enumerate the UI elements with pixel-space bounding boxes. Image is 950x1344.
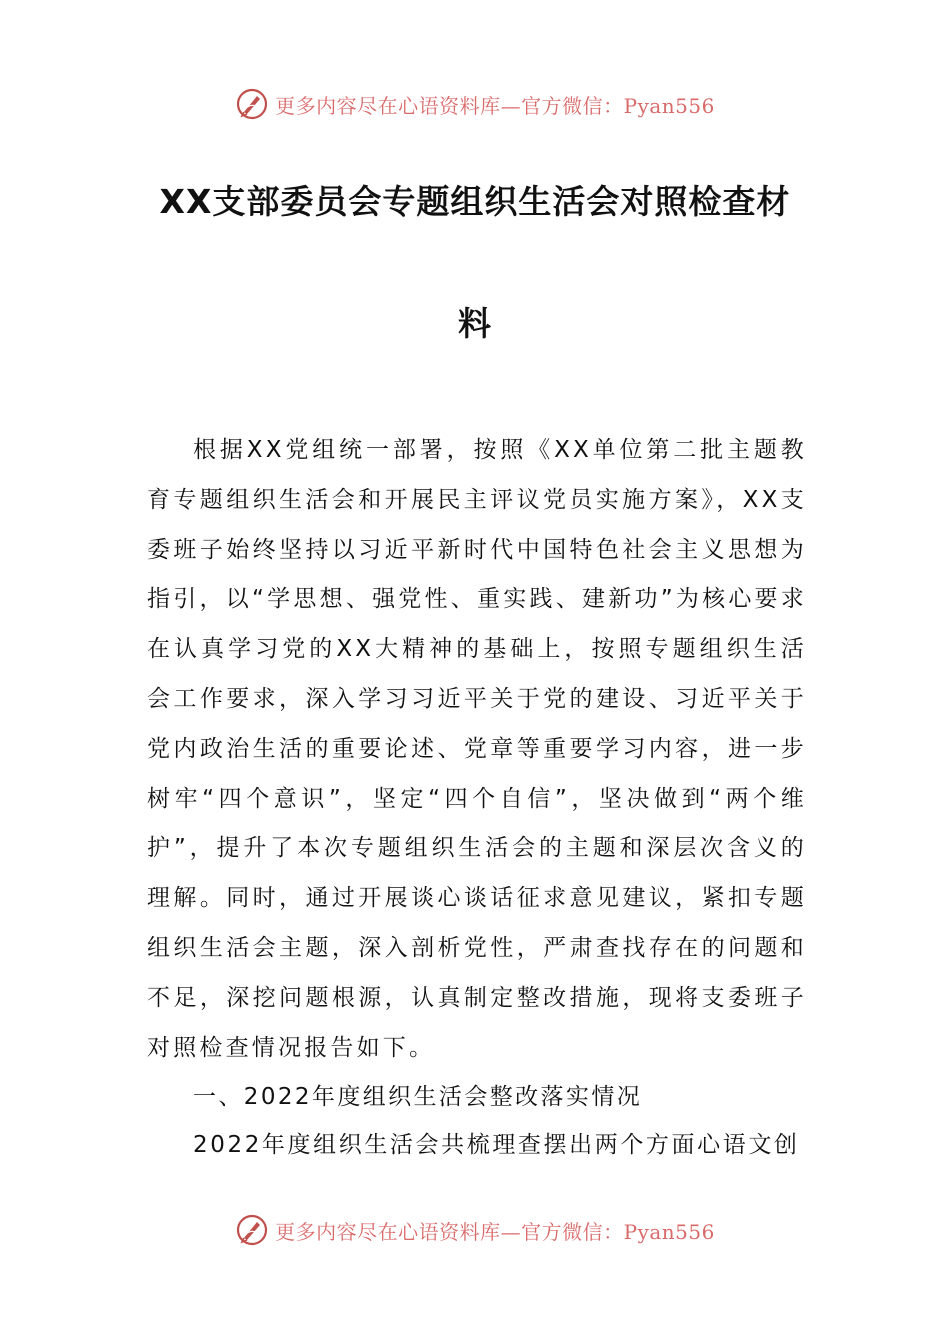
watermark-text: 更多内容尽在心语资料库—官方微信：Pyan556 xyxy=(275,1219,715,1244)
document-title-line-2: 料 xyxy=(458,304,492,343)
document-title-line-1: XX支部委员会专题组织生活会对照检查材 xyxy=(159,182,791,221)
watermark-header xyxy=(0,82,950,126)
section-1-heading: 一、2022年度组织生活会整改落实情况 xyxy=(193,1084,643,1110)
quill-pen-logo-icon xyxy=(235,1213,269,1247)
watermark-footer xyxy=(0,1208,950,1252)
intro-paragraph: 根据XX党组统一部署，按照《XX单位第二批主题教育专题组织生活会和开展民主评议党员实施方案》，XX支委班子始终坚持以习近平新时代中国特色社会主义思想为指引，以“学思想、强党性、重实践、建新功”为核心要求在认真学习党的XX大精神的基础上，按照专题组织生活会工作要求，深入学习习近平关于党的建设、习近平关于党内政治生活的重要论述、党章等重要学习内容，进一步树牢“四个意识”，坚定“四个自信”，坚决做到“两个维护”，提升了本次专题组织生活会的主题和深层次含义的理解。同时，通过开展谈心谈话征求意见建议，紧扣专题组织生活会主题，深入剖析党性，严肃查找存在的问题和不足，深挖问题根源，认真制定整改措施，现将支委班子对照检查情况报告如下。 xyxy=(147,437,807,1061)
section-1-paragraph: 2022年度组织生活会共梳理查摆出两个方面心语文创 xyxy=(193,1132,800,1158)
quill-pen-logo-icon xyxy=(235,87,269,121)
watermark-text: 更多内容尽在心语资料库—官方微信：Pyan556 xyxy=(275,93,715,118)
